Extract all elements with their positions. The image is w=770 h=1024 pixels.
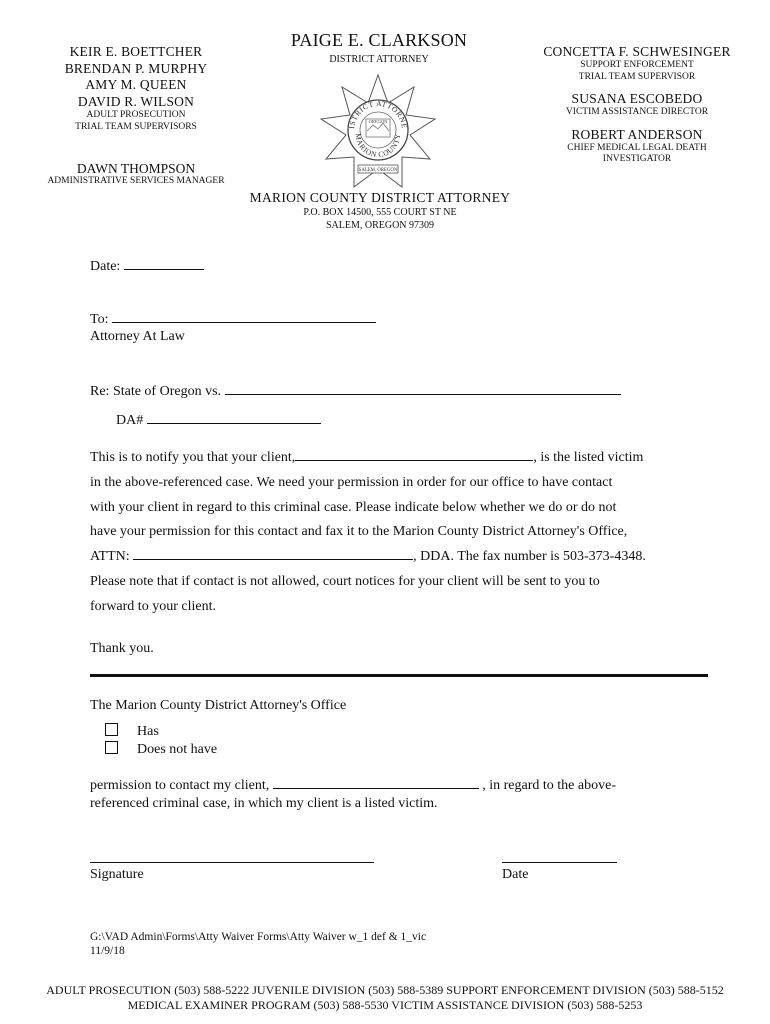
permission-text: , in regard to the above- [482, 778, 616, 793]
client-name-field-2[interactable] [273, 776, 479, 789]
staff-role: ADULT PROSECUTION [86, 110, 186, 120]
seal-ring-bottom: MARION COUNTY [353, 132, 403, 160]
office-address: P.O. BOX 14500, 555 COURT ST NE [303, 207, 457, 218]
district-attorney-title: DISTRICT ATTORNEY [329, 54, 429, 65]
attn-dda-field[interactable] [133, 547, 413, 560]
defendant-field[interactable] [225, 382, 621, 395]
has-checkbox[interactable] [105, 723, 118, 736]
paragraph-text: , DDA. The fax number is 503-373-4348. [413, 549, 646, 565]
has-label: Has [137, 724, 159, 739]
seal-ring-top: ISTRICT ATTORNE [347, 98, 410, 130]
paragraph-text: This is to notify you that your client, [90, 450, 296, 465]
staff-role: TRIAL TEAM SUPERVISORS [75, 121, 197, 132]
staff-name: DAVID R. WILSON [77, 93, 195, 109]
district-attorney-name: PAIGE E. CLARKSON [290, 30, 468, 50]
staff-name: KEIR E. BOETTCHER [69, 44, 203, 59]
office-name: MARION COUNTY DISTRICT ATTORNEY [249, 190, 511, 205]
file-date: 11/9/18 [90, 945, 125, 957]
staff-name: ROBERT ANDERSON [571, 126, 703, 142]
file-path: G:\VAD Admin\Forms\Atty Waiver Forms\Atty Waiver w_1 def & 1_vic [90, 931, 427, 943]
thank-you: Thank you. [90, 641, 154, 656]
date-signature-label: Date [502, 867, 529, 882]
staff-role: VICTIM ASSISTANCE DIRECTOR [565, 107, 709, 117]
paragraph-text: , is the listed victim [533, 450, 644, 465]
paragraph-text: with your client in regard to this criminal case. Please indicate below whether we do or do not [90, 499, 617, 515]
seal-ribbon: SALEM, OREGON [358, 168, 398, 174]
signature-line[interactable] [90, 862, 374, 863]
signature-label: Signature [90, 867, 144, 882]
office-address-block [200, 190, 560, 232]
staff-name: SUSANA ESCOBEDO [571, 91, 703, 106]
district-attorney-seal [318, 73, 438, 196]
seal-state: OREGON [368, 119, 388, 124]
date-label: Date: [90, 259, 121, 274]
to-label: To: [90, 312, 109, 327]
to-field[interactable] [112, 310, 376, 323]
header-center [270, 30, 488, 65]
staff-name: CONCETTA F. SCHWESINGER [543, 44, 731, 59]
permission-text: referenced criminal case, in which my client is a listed victim. [90, 796, 438, 811]
client-name-field[interactable] [295, 448, 533, 461]
staff-role: ADMINISTRATIVE SERVICES MANAGER [47, 176, 225, 186]
paragraph-text: Please note that if contact is not allowed, court notices for your client will be sent to you to [90, 573, 600, 589]
staff-name: AMY M. QUEEN [85, 77, 187, 92]
date-field[interactable] [124, 257, 204, 270]
re-row [90, 382, 621, 401]
da-number-row [116, 411, 321, 430]
da-number-field[interactable] [147, 411, 321, 424]
re-label: Re: State of Oregon vs. [90, 384, 222, 399]
permission-text: permission to contact my client, [90, 778, 270, 793]
option-not-row [105, 741, 217, 759]
section-divider [90, 674, 708, 677]
staff-name: DAWN THOMPSON [76, 161, 196, 176]
paragraph-text: ATTN: [90, 549, 130, 565]
staff-role: TRIAL TEAM SUPERVISOR [578, 71, 696, 82]
header-left-staff [30, 44, 242, 178]
footer-contacts [0, 983, 770, 1013]
does-not-have-label: Does not have [137, 742, 218, 757]
date-signature-line[interactable] [502, 862, 617, 863]
to-row [90, 310, 376, 329]
staff-role: CHIEF MEDICAL LEGAL DEATH [567, 142, 707, 153]
paragraph-text: in the above-referenced case. We need your permission in order for our office to have contact [90, 474, 613, 490]
da-number-label: DA# [116, 413, 144, 428]
paragraph-text: forward to your client. [90, 598, 216, 614]
staff-role: INVESTIGATOR [602, 154, 672, 164]
notification-paragraph [90, 446, 690, 620]
staff-role: SUPPORT ENFORCEMENT [580, 60, 694, 70]
option-has-row [105, 723, 159, 741]
does-not-have-checkbox[interactable] [105, 741, 118, 754]
office-city: SALEM, OREGON 97309 [325, 220, 435, 231]
header-right-staff [528, 44, 746, 166]
attorney-label: Attorney At Law [90, 329, 185, 344]
staff-name: BRENDAN P. MURPHY [64, 60, 208, 76]
footer-line: MEDICAL EXAMINER PROGRAM (503) 588-5530 VICTIM ASSISTANCE DIVISION (503) 588-5253 [127, 998, 643, 1012]
footer-line: ADULT PROSECUTION (503) 588-5222 JUVENILE DIVISION (503) 588-5389 SUPPORT ENFORCEMENT DIVISION (503) 588-5152 [46, 983, 724, 997]
permission-line [90, 776, 616, 795]
date-row [90, 257, 204, 276]
paragraph-text: have your permission for this contact and fax it to the Marion County District Attorney's Office, [90, 524, 628, 540]
office-line: The Marion County District Attorney's Office [90, 698, 347, 713]
